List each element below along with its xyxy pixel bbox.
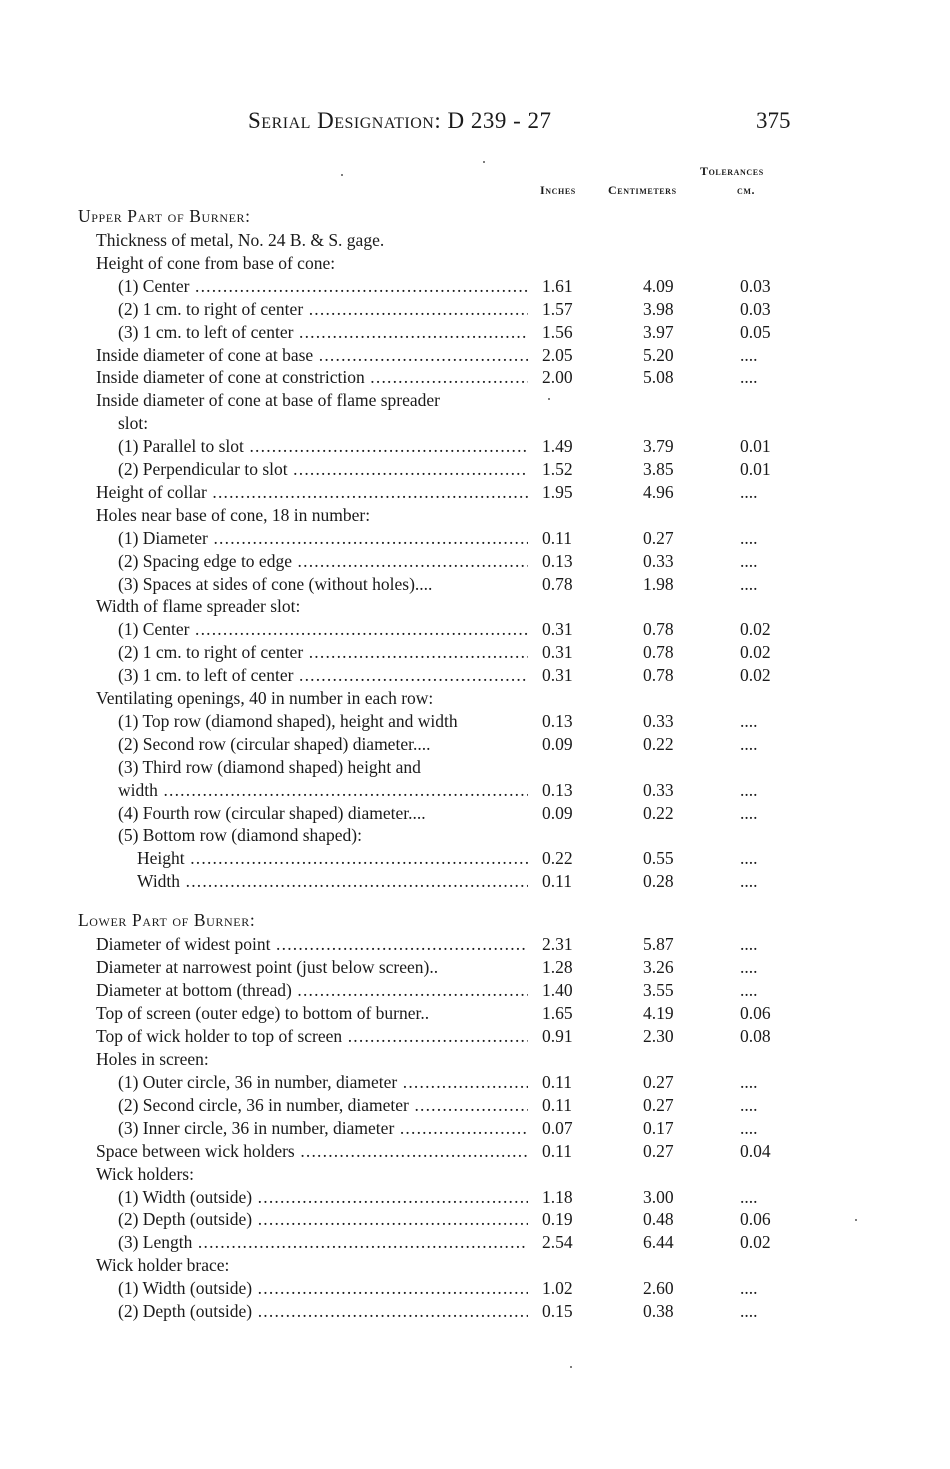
value-tolerance: .... — [740, 779, 758, 800]
spec-label: Top of screen (outer edge) to bottom of burner.. — [96, 1002, 430, 1023]
spec-label: (2) Spacing edge to edge ..... — [118, 550, 528, 573]
value-inches: 0.07 — [542, 1117, 573, 1138]
value-centimeters: 6.44 — [643, 1232, 674, 1253]
spec-label: Width ..... — [137, 870, 528, 893]
value-tolerance: .... — [740, 1094, 758, 1115]
value-centimeters: 2.30 — [643, 1025, 674, 1046]
value-centimeters: 5.08 — [643, 367, 674, 388]
spec-label: (3) Length ..... — [118, 1231, 528, 1254]
value-tolerance: 0.01 — [740, 459, 771, 479]
spec-row — [0, 458, 950, 481]
spec-label: (3) 1 cm. to left of center ..... — [118, 321, 528, 344]
value-inches: 0.91 — [542, 1025, 573, 1046]
spec-label: (2) Second circle, 36 in number, diameter ..... — [118, 1094, 528, 1117]
print-speck — [483, 161, 485, 163]
spec-row — [0, 824, 950, 847]
value-centimeters: 0.27 — [643, 527, 674, 548]
spec-row — [0, 687, 950, 710]
spec-label: Inside diameter of cone at base ..... — [96, 344, 528, 367]
value-centimeters: 0.22 — [643, 802, 674, 823]
spec-row — [0, 870, 950, 893]
value-tolerance: 0.05 — [740, 321, 771, 342]
col-header-inches: Inches — [540, 183, 576, 197]
value-tolerance: .... — [740, 527, 758, 548]
spec-row — [0, 847, 950, 870]
spec-label: (2) Second row (circular shaped) diameter.... — [118, 733, 431, 754]
value-centimeters: 4.19 — [643, 1002, 674, 1023]
value-inches: 2.54 — [542, 1232, 573, 1253]
spec-label: (1) Diameter ..... — [118, 527, 528, 550]
value-tolerance: 0.02 — [740, 1232, 771, 1253]
spec-label: (2) 1 cm. to right of center ..... — [118, 641, 528, 664]
spec-row — [0, 1277, 950, 1300]
spec-label: Ventilating openings, 40 in number in each row: — [96, 688, 434, 708]
spec-row — [0, 321, 950, 344]
spec-row — [0, 550, 950, 573]
spec-row — [0, 366, 950, 389]
value-centimeters: 4.96 — [643, 481, 674, 502]
spec-row — [0, 664, 950, 687]
value-centimeters: 0.48 — [643, 1209, 674, 1230]
spec-label: Height of cone from base of cone: — [96, 252, 336, 273]
spec-row — [0, 1208, 950, 1231]
col-header-centimeters: Centimeters — [608, 183, 677, 197]
value-inches: 0.09 — [542, 733, 573, 754]
value-tolerance: .... — [740, 481, 758, 502]
spec-label: width ..... — [118, 779, 528, 802]
value-centimeters: 5.87 — [643, 934, 674, 954]
value-tolerance: 0.08 — [740, 1025, 771, 1046]
value-inches: 1.61 — [542, 275, 573, 296]
value-tolerance: 0.01 — [740, 436, 771, 457]
spec-row — [0, 412, 950, 435]
page-header-title: Serial Designation: D 239 - 27 — [248, 108, 552, 133]
value-tolerance: .... — [740, 1186, 758, 1207]
spec-label: (1) Center ..... — [118, 275, 528, 298]
value-centimeters: 0.27 — [643, 1140, 674, 1161]
value-inches: 1.95 — [542, 481, 573, 502]
spec-label: Holes near base of cone, 18 in number: — [96, 504, 371, 525]
value-tolerance: 0.03 — [740, 275, 771, 296]
value-inches: 0.11 — [542, 527, 572, 548]
spec-label: Inside diameter of cone at constriction ..... — [96, 366, 528, 389]
value-inches: 0.78 — [542, 573, 573, 594]
spec-label: (3) Third row (diamond shaped) height and — [118, 756, 421, 777]
value-inches: 0.31 — [542, 665, 573, 686]
section-heading-upper: Upper Part of Burner: — [78, 206, 251, 226]
spec-row — [0, 756, 950, 779]
value-centimeters: 2.60 — [643, 1278, 674, 1299]
spec-row — [0, 573, 950, 596]
spec-row — [0, 802, 950, 825]
value-tolerance: 0.02 — [740, 619, 771, 640]
spec-row — [0, 1025, 950, 1048]
value-inches: 0.11 — [542, 1140, 572, 1161]
value-centimeters: 0.78 — [643, 619, 674, 640]
spec-label: Diameter of widest point ..... — [96, 933, 528, 956]
value-tolerance: .... — [740, 367, 758, 388]
value-inches: 1.28 — [542, 957, 573, 977]
spec-label: (1) Outer circle, 36 in number, diameter ..... — [118, 1071, 528, 1094]
spec-label: (1) Width (outside) ..... — [118, 1186, 528, 1209]
print-speck — [548, 398, 550, 400]
spec-row — [0, 298, 950, 321]
spec-row — [0, 435, 950, 458]
value-inches: 0.09 — [542, 802, 573, 823]
value-centimeters: 1.98 — [643, 573, 674, 594]
spec-row — [0, 1071, 950, 1094]
spec-row — [0, 275, 950, 298]
spec-row — [0, 779, 950, 802]
value-centimeters: 3.98 — [643, 298, 674, 319]
col-header-cm: cm. — [737, 183, 756, 197]
spec-row — [0, 618, 950, 641]
value-inches: 1.40 — [542, 979, 573, 1000]
print-speck — [570, 1366, 572, 1368]
value-inches: 1.57 — [542, 298, 573, 319]
spec-row — [0, 1300, 950, 1323]
value-centimeters: 5.20 — [643, 344, 674, 365]
value-tolerance: 0.06 — [740, 1002, 771, 1023]
spec-row — [0, 1163, 950, 1186]
value-centimeters: 3.26 — [643, 957, 674, 977]
value-tolerance: .... — [740, 1117, 758, 1138]
value-tolerance: .... — [740, 710, 758, 731]
spec-label: (1) Parallel to slot ..... — [118, 435, 528, 458]
value-tolerance: .... — [740, 802, 758, 823]
value-centimeters: 0.33 — [643, 779, 674, 800]
spec-label: (3) Spaces at sides of cone (without holes).... — [118, 573, 433, 594]
spec-row — [0, 979, 950, 1002]
value-inches: 0.11 — [542, 1094, 572, 1115]
spec-label: (5) Bottom row (diamond shaped): — [118, 825, 362, 846]
value-inches: 2.31 — [542, 934, 573, 954]
value-tolerance: 0.06 — [740, 1209, 771, 1230]
value-tolerance: .... — [740, 1071, 758, 1092]
spec-label: Diameter at narrowest point (just below screen).. — [96, 957, 439, 977]
spec-row — [0, 710, 950, 733]
spec-row — [0, 1254, 950, 1277]
spec-label: (3) Inner circle, 36 in number, diameter ..... — [118, 1117, 528, 1140]
value-inches: 0.13 — [542, 710, 573, 731]
col-header-tolerances: Tolerances — [700, 164, 764, 178]
value-centimeters: 0.38 — [643, 1301, 674, 1322]
value-inches: 2.05 — [542, 344, 573, 365]
spec-row — [0, 344, 950, 367]
spec-label: Thickness of metal, No. 24 B. & S. gage. — [96, 230, 385, 250]
spec-label: (2) Depth (outside) ..... — [118, 1300, 528, 1323]
spec-row — [0, 733, 950, 756]
spec-label: Space between wick holders ..... — [96, 1140, 528, 1163]
spec-label: Top of wick holder to top of screen ..... — [96, 1025, 528, 1048]
spec-label: (2) Depth (outside) ..... — [118, 1208, 528, 1231]
print-speck — [341, 174, 343, 176]
value-tolerance: .... — [740, 871, 758, 892]
value-tolerance: .... — [740, 957, 758, 977]
value-tolerance: .... — [740, 1301, 758, 1322]
value-tolerance: 0.03 — [740, 298, 771, 319]
value-tolerance: 0.02 — [740, 665, 771, 686]
spec-label: Wick holder brace: — [96, 1255, 230, 1276]
value-centimeters: 0.27 — [643, 1071, 674, 1092]
value-inches: 1.56 — [542, 321, 573, 342]
value-inches: 1.49 — [542, 436, 573, 457]
value-tolerance: .... — [740, 934, 758, 954]
spec-label: Holes in screen: — [96, 1048, 209, 1069]
section-heading-lower: Lower Part of Burner: — [78, 910, 256, 930]
value-inches: 0.31 — [542, 642, 573, 663]
spec-label: Wick holders: — [96, 1163, 194, 1184]
spec-label: Diameter at bottom (thread) ..... — [96, 979, 528, 1002]
value-tolerance: .... — [740, 979, 758, 1000]
spec-row — [0, 933, 950, 956]
spec-row — [0, 1140, 950, 1163]
value-tolerance: .... — [740, 344, 758, 365]
value-centimeters: 4.09 — [643, 275, 674, 296]
value-inches: 1.65 — [542, 1002, 573, 1023]
value-centimeters: 0.28 — [643, 871, 674, 892]
value-centimeters: 0.55 — [643, 848, 674, 869]
value-tolerance: .... — [740, 550, 758, 571]
value-centimeters: 0.33 — [643, 710, 674, 731]
spec-row — [0, 1231, 950, 1254]
value-inches: 0.11 — [542, 871, 572, 892]
value-tolerance: .... — [740, 848, 758, 869]
spec-label: slot: — [118, 413, 149, 434]
spec-row — [0, 641, 950, 664]
value-inches: 0.15 — [542, 1301, 573, 1322]
spec-row — [0, 1117, 950, 1140]
spec-label: (1) Top row (diamond shaped), height and width — [118, 710, 458, 731]
value-inches: 0.13 — [542, 779, 573, 800]
spec-row — [0, 1094, 950, 1117]
spec-label: (4) Fourth row (circular shaped) diameter.... — [118, 802, 426, 823]
value-inches: 1.18 — [542, 1186, 573, 1207]
value-inches: 0.22 — [542, 848, 573, 869]
spec-row — [0, 389, 950, 412]
spec-label: (1) Center ..... — [118, 618, 528, 641]
value-centimeters: 3.97 — [643, 321, 674, 342]
value-centimeters: 0.17 — [643, 1117, 674, 1138]
spec-row — [0, 1186, 950, 1209]
value-centimeters: 3.79 — [643, 436, 674, 457]
spec-label: (1) Width (outside) ..... — [118, 1277, 528, 1300]
spec-label: Height of collar ..... — [96, 481, 528, 504]
value-tolerance: .... — [740, 1278, 758, 1299]
value-tolerance: .... — [740, 573, 758, 594]
value-centimeters: 3.00 — [643, 1186, 674, 1207]
spec-row — [0, 595, 950, 618]
value-inches: 0.31 — [542, 619, 573, 640]
value-inches: 0.19 — [542, 1209, 573, 1230]
value-tolerance: 0.04 — [740, 1140, 771, 1161]
value-tolerance: 0.02 — [740, 642, 771, 663]
value-inches: 2.00 — [542, 367, 573, 388]
value-inches: 1.52 — [542, 459, 573, 479]
value-inches: 1.02 — [542, 1278, 573, 1299]
value-centimeters: 0.22 — [643, 733, 674, 754]
print-speck — [855, 1219, 857, 1221]
spec-row — [0, 229, 950, 252]
spec-row — [0, 1048, 950, 1071]
spec-row — [0, 956, 950, 979]
spec-label: (3) 1 cm. to left of center ..... — [118, 664, 528, 687]
spec-label: Width of flame spreader slot: — [96, 596, 301, 617]
spec-row — [0, 481, 950, 504]
page-number: 375 — [756, 108, 791, 133]
spec-label: (2) 1 cm. to right of center ..... — [118, 298, 528, 321]
value-tolerance: .... — [740, 733, 758, 754]
spec-label: Inside diameter of cone at base of flame spreader — [96, 390, 441, 411]
value-inches: 0.13 — [542, 550, 573, 571]
value-centimeters: 3.55 — [643, 979, 674, 1000]
spec-label: Height ..... — [137, 847, 528, 870]
value-centimeters: 0.78 — [643, 665, 674, 686]
value-centimeters: 3.85 — [643, 459, 674, 479]
spec-row — [0, 504, 950, 527]
spec-row — [0, 1002, 950, 1025]
value-centimeters: 0.27 — [643, 1094, 674, 1115]
spec-row — [0, 252, 950, 275]
value-centimeters: 0.78 — [643, 642, 674, 663]
value-inches: 0.11 — [542, 1071, 572, 1092]
spec-row — [0, 527, 950, 550]
value-centimeters: 0.33 — [643, 550, 674, 571]
spec-label: (2) Perpendicular to slot ..... — [118, 458, 528, 481]
